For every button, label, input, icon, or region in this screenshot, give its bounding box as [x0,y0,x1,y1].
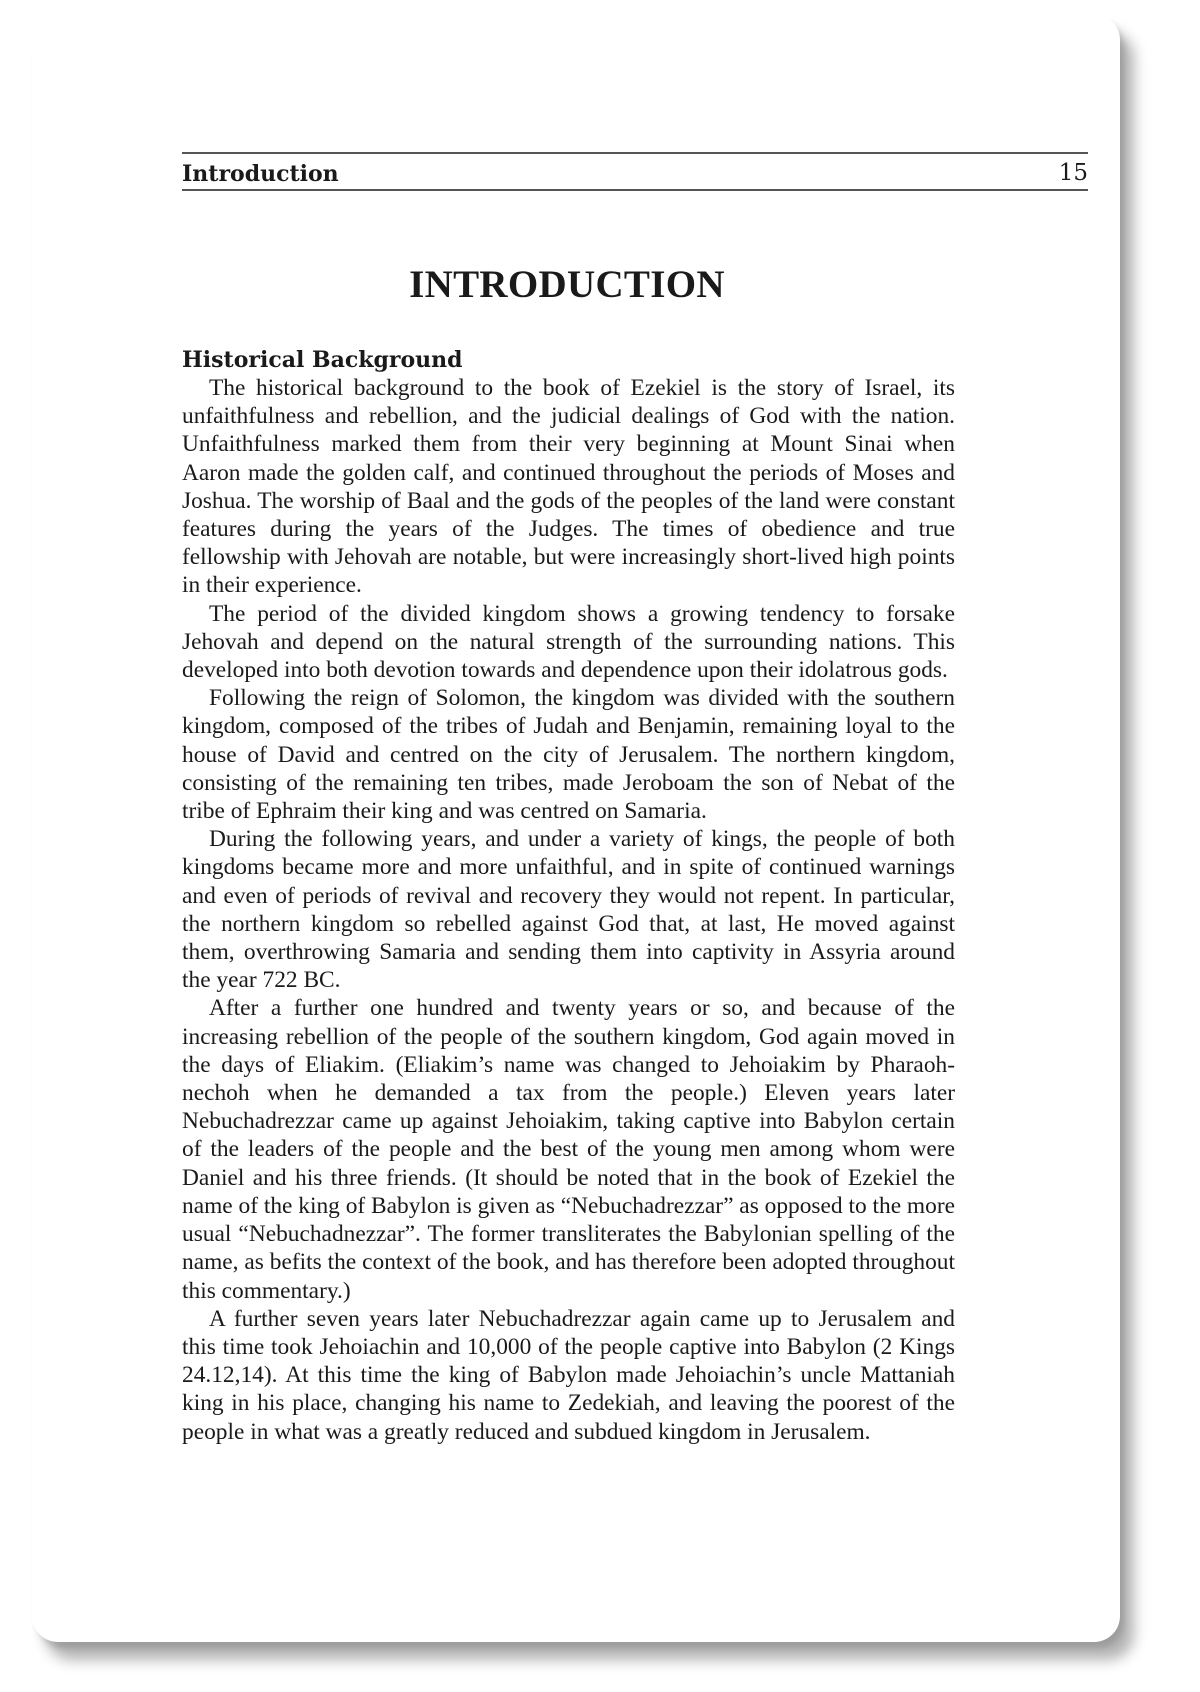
running-head [182,152,1088,191]
paragraph: A further seven years later Nebuchadrezzar again came up to Jerusalem and this time took Jehoiachin and 10,000 of the people captive into Babylon (2 Kings 24.12,14). At this time the king of Babylon made Jehoiachin’s uncle Mattaniah king in his place, changing his name to Zedekiah, and leaving the poorest of the people in what was a greatly reduced and subdued kingdom in Jerusalem. [182,1305,955,1445]
paragraph: The period of the divided kingdom shows a growing tendency to forsake Jehovah and depend on the natural strength of the surrounding nations. This developed into both devotion towards and dependence upon their idolatrous gods. [182,600,955,684]
running-head-section: Introduction [182,161,339,187]
body-text [182,374,955,1446]
paragraph: During the following years, and under a variety of kings, the people of both kingdoms became more and more unfaithful, and in spite of continued warnings and even of periods of revival and recovery they would not repent. In particular, the northern kingdom so rebelled against God that, at last, He moved against them, overthrowing Samaria and sending them into captivity in Assyria around the year 722 BC. [182,826,955,994]
paragraph: The historical background to the book of Ezekiel is the story of Israel, its unfaithfulness and rebellion, and the judicial dealings of God with the nation. Unfaithfulness marked them from their very beginning at Mount Sinai when Aaron made the golden calf, and continued throughout the periods of Moses and Joshua. The worship of Baal and the gods of the peoples of the land were constant features during the years of the Judges. The times of obedience and true fellowship with Jehovah are notable, but were increasingly short-lived high points in their experience. [182,375,955,599]
section-heading: Historical Background [182,347,463,373]
page-number: 15 [1058,160,1088,186]
chapter-title: INTRODUCTION [409,263,725,306]
paragraph: Following the reign of Solomon, the kingdom was divided with the southern kingdom, composed of the tribes of Judah and Benjamin, remaining loyal to the house of David and centred on the city of Jerusalem. The northern kingdom, consisting of the remaining ten tribes, made Jeroboam the son of Nebat of the tribe of Ephraim their king and was centred on Samaria. [182,685,955,825]
paragraph: After a further one hundred and twenty years or so, and because of the increasing rebellion of the people of the southern kingdom, God again moved in the days of Eliakim. (Eliakim’s name was changed to Jehoiakim by Pharaoh-nechoh when he demanded a tax from the people.) Eleven years later Nebuchadrezzar came up against Jehoiakim, taking captive into Babylon certain of the leaders of the people and the best of the young men among whom were Daniel and his three friends. (It should be noted that in the book of Ezekiel the name of the king of Babylon is given as “Nebuchadrezzar” as opposed to the more usual “Nebuchadnezzar”. The former transliterates the Babylonian spelling of the name, as befits the context of the book, and has therefore been adopted throughout this commentary.) [182,995,955,1304]
